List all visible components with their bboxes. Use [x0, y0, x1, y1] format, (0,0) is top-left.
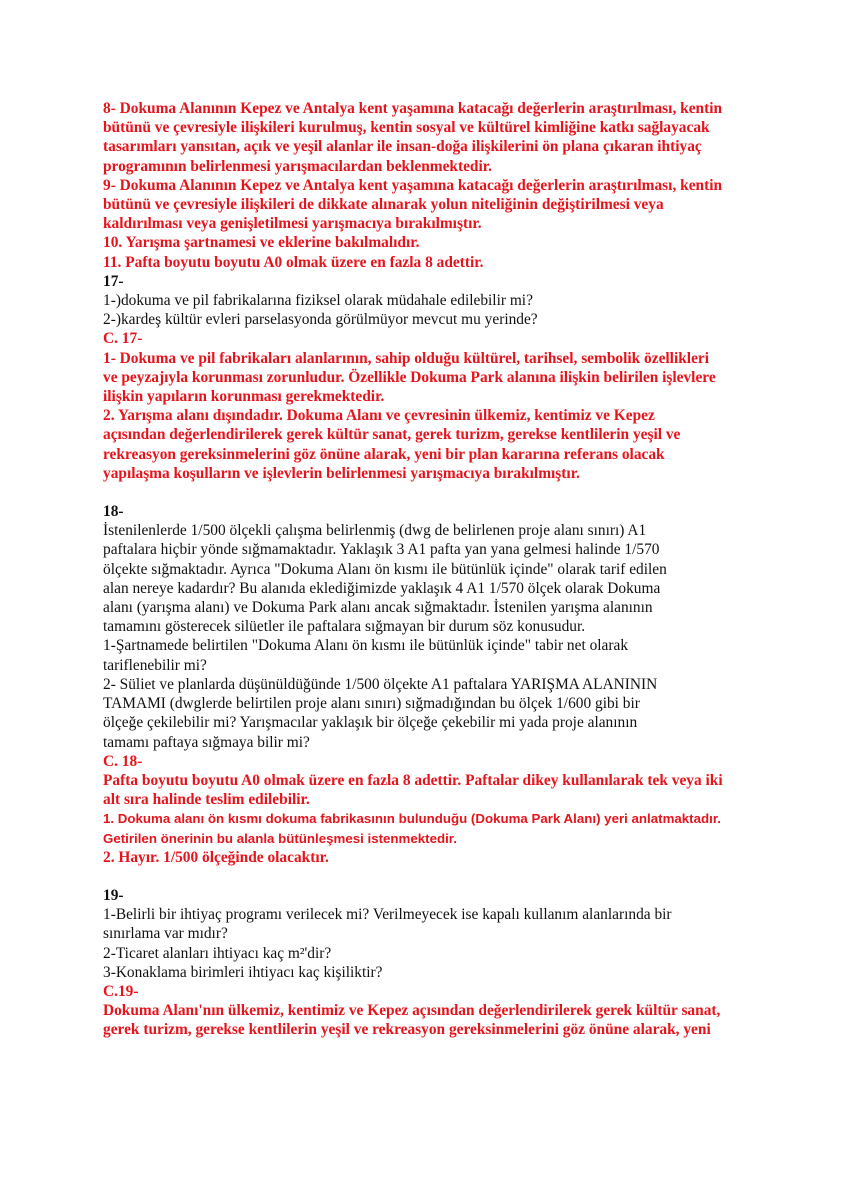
text-line: 2-Ticaret alanları ihtiyacı kaç m²'dir? — [103, 944, 332, 962]
text-line: 1-Şartnamede belirtilen "Dokuma Alanı ön kısmı ile bütünlük içinde" tabir net olarak — [103, 637, 629, 655]
text-line: C.19- — [103, 982, 139, 1000]
text-line: bütünü ve çevresiyle ilişkileri kurulmuş, kentin sosyal ve kültürel kimliğine katkı sağlayacak — [103, 119, 710, 137]
text-line: gerek turizm, gerekse kentlilerin yeşil ve rekreasyon gereksinmelerini göz önüne alarak, yeni — [103, 1021, 711, 1039]
text-line: ve peyzajıyla korunması zorunludur. Özellikle Dokuma Park alanına ilişkin belirilen işlevlere — [103, 368, 716, 386]
text-line: 2-)kardeş kültür evleri parselasyonda görülmüyor mevcut mu yerinde? — [103, 311, 538, 329]
text-line: 1-)dokuma ve pil fabrikalarına fiziksel olarak müdahale edilebilir mi? — [103, 292, 533, 310]
text-line: 1. Dokuma alanı ön kısmı dokuma fabrikasının bulunduğu (Dokuma Park Alanı) yeri anlatmaktadır. — [103, 811, 721, 827]
text-line: rekreasyon gereksinmelerini göz önüne alarak, yeni bir plan kararına referans olacak — [103, 445, 665, 463]
text-line: alt sıra halinde teslim edilebilir. — [103, 791, 310, 809]
text-line: 3-Konaklama birimleri ihtiyacı kaç kişiliktir? — [103, 963, 383, 981]
text-line: bütünü ve çevresiyle ilişkileri de dikkate alınarak yolun niteliğinin değiştirilmesi veya — [103, 196, 664, 214]
document-body — [103, 99, 753, 1040]
text-line: TAMAMI (dwglerde belirtilen proje alanı sınırı) sığmadığından bu ölçek 1/600 gibi bir — [103, 695, 640, 713]
blank-line — [103, 867, 753, 886]
text-line: C. 17- — [103, 330, 143, 348]
text-line: sınırlama var mıdır? — [103, 925, 228, 943]
text-line: 9- Dokuma Alanının Kepez ve Antalya kent yaşamına katacağı değerlerin araştırılması, kentin — [103, 176, 723, 194]
text-line: alanı (yarışma alanı) ve Dokuma Park alanı ancak sığmaktadır. İstenilen yarışma alanının — [103, 599, 653, 617]
text-line: tamamını gösterecek silüetler ile paftalara sığmayan bir durum söz konusudur. — [103, 618, 586, 636]
text-line: C. 18- — [103, 752, 143, 770]
text-line: tamamı paftaya sığmaya bilir mi? — [103, 733, 310, 751]
text-line: 2- Süliet ve planlarda düşünüldüğünde 1/500 ölçekte A1 paftalara YARIŞMA ALANININ — [103, 675, 658, 693]
text-line: İstenilenlerde 1/500 ölçekli çalışma belirlenmiş (dwg de belirlenen proje alanı sınırı) A1 — [103, 522, 647, 540]
text-line: 2. Hayır. 1/500 ölçeğinde olacaktır. — [103, 848, 329, 866]
text-line: 18- — [103, 503, 124, 521]
text-line: yapılaşma koşulların ve işlevlerin belirlenmesi yarışmacıya bırakılmıştır. — [103, 464, 580, 482]
text-line: 1-Belirli bir ihtiyaç programı verilecek mi? Verilmeyecek ise kapalı kullanım alanlarında bir — [103, 906, 672, 924]
text-line: 1- Dokuma ve pil fabrikaları alanlarının, sahip olduğu kültürel, tarihsel, sembolik özellikleri — [103, 349, 710, 367]
text-line: 2. Yarışma alanı dışındadır. Dokuma Alanı ve çevresinin ülkemiz, kentimiz ve Kepez — [103, 407, 655, 425]
text-line: 11. Pafta boyutu boyutu A0 olmak üzere en fazla 8 adettir. — [103, 253, 484, 271]
text-line: 10. Yarışma şartnamesi ve eklerine bakılmalıdır. — [103, 234, 420, 252]
text-line: Dokuma Alanı'nın ülkemiz, kentimiz ve Kepez açısından değerlendirilerek gerek kültür sanat, — [103, 1002, 721, 1020]
text-line: Pafta boyutu boyutu A0 olmak üzere en fazla 8 adettir. Paftalar dikey kullanılarak tek veya iki — [103, 771, 723, 789]
text-line: ölçekte sığmaktadır. Ayrıca "Dokuma Alanı ön kısmı ile bütünlük içinde" olarak tarif edilen — [103, 560, 667, 578]
text-line: 8- Dokuma Alanının Kepez ve Antalya kent yaşamına katacağı değerlerin araştırılması, kentin — [103, 100, 723, 117]
text-line: Getirilen önerinin bu alanla bütünleşmesi istenmektedir. — [103, 830, 457, 846]
text-line: kaldırılması veya genişletilmesi yarışmacıya bırakılmıştır. — [103, 215, 482, 233]
text-line: ölçeğe çekilebilir mi? Yarışmacılar yaklaşık bir ölçeğe çekebilir mi yada proje alanının — [103, 714, 638, 732]
text-line: 19- — [103, 886, 124, 904]
text-line: tariflenebilir mi? — [103, 656, 207, 674]
text-line: ilişkin yapıların korunması gerekmektedir. — [103, 388, 385, 406]
text-line: programının belirlenmesi yarışmacılardan beklenmektedir. — [103, 157, 493, 175]
text-line: 17- — [103, 272, 124, 290]
text-line: paftalara hiçbir yönde sığmamaktadır. Yaklaşık 3 A1 pafta yan yana gelmesi halinde 1/570 — [103, 541, 660, 559]
text-line: açısından değerlendirilerek gerek kültür sanat, gerek turizm, gerekse kentlilerin yeşil ve — [103, 426, 681, 444]
blank-line — [103, 483, 753, 502]
text-line: tasarımları yansıtan, açık ve yeşil alanlar ile insan-doğa ilişkilerini ön plana çıkaran ihtiyaç — [103, 138, 702, 156]
text-line: alan nereye kadardır? Bu alanıda eklediğimizde yaklaşık 4 A1 1/570 ölçek olarak Dokuma — [103, 579, 661, 597]
